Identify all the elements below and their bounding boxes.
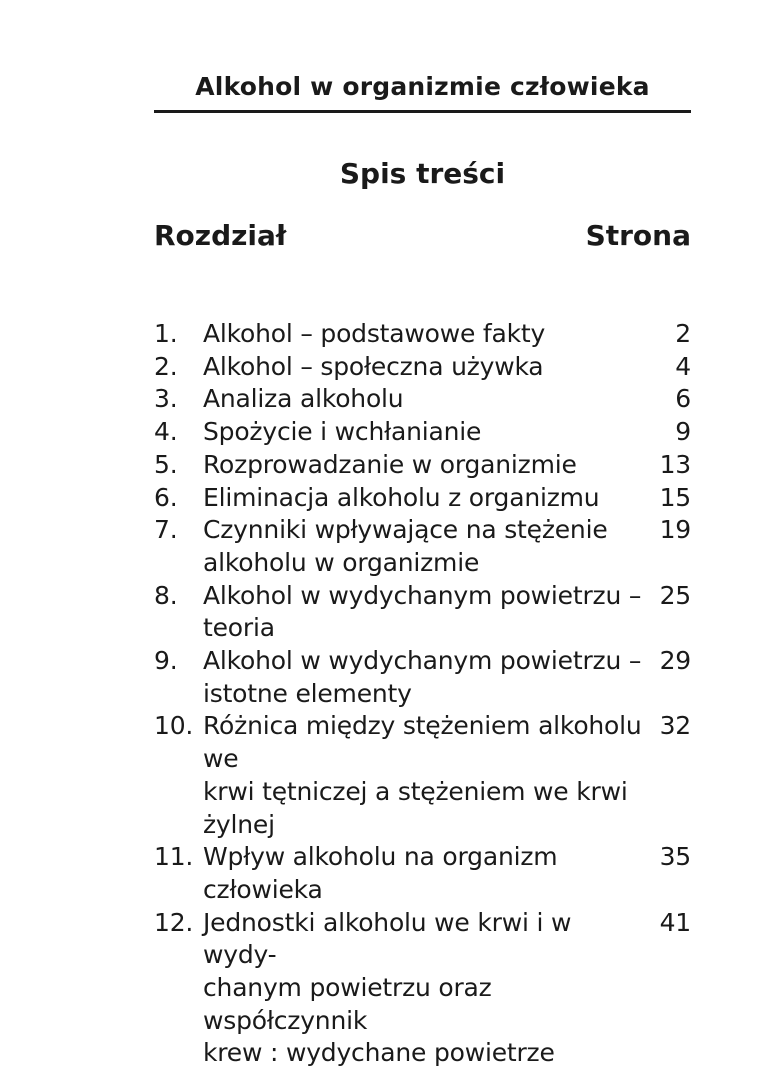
toc-entry-number: 6. xyxy=(154,482,178,512)
chapter-column-header: Rozdział xyxy=(154,219,287,252)
toc-entry-title: Alkohol – podstawowe fakty xyxy=(203,319,546,348)
toc-entry xyxy=(154,449,691,482)
toc-entry-page: 41 xyxy=(659,907,691,937)
toc-entry xyxy=(154,318,691,351)
toc-entry-title: Czynniki wpływające na stężenie alkoholu w organizmie xyxy=(203,515,608,577)
toc-entry xyxy=(154,514,691,579)
toc-entry-number: 12. xyxy=(154,907,194,937)
toc-entry-number: 4. xyxy=(154,417,178,447)
header-rule xyxy=(154,110,691,113)
toc-entry-number: 2. xyxy=(154,351,178,381)
toc-entry-number: 5. xyxy=(154,449,178,479)
toc-entry-title: Wpływ alkoholu na organizm człowieka xyxy=(203,842,558,904)
toc-entry-page: 29 xyxy=(659,646,691,676)
toc-entry xyxy=(154,351,691,384)
toc-entry-title: Alkohol w wydychanym powietrzu – istotne elementy xyxy=(203,646,642,708)
toc-entry-title: Alkohol – społeczna używka xyxy=(203,351,544,381)
toc-entry-page: 15 xyxy=(659,482,691,512)
toc-entry xyxy=(154,645,691,710)
toc-entry-number: 3. xyxy=(154,384,178,414)
running-head: Alkohol w organizmie człowieka xyxy=(195,72,650,101)
toc-entry xyxy=(154,482,691,515)
toc-entry-page: 19 xyxy=(659,515,691,545)
toc-entry-title: Różnica między stężeniem alkoholu we krwi tętniczej a stężeniem we krwi żylnej xyxy=(203,711,642,839)
toc-entry-title: Jednostki alkoholu we krwi i w wydy- chanym powietrzu oraz współczynnik krew : wydychane powietrze xyxy=(203,907,572,1068)
toc-entry-page: 6 xyxy=(675,384,691,414)
toc-entry-number: 7. xyxy=(154,515,178,545)
toc-entry-number: 10. xyxy=(154,711,194,741)
toc-list xyxy=(154,318,691,1070)
toc-entry-number: 8. xyxy=(154,580,178,610)
toc-entry xyxy=(154,383,691,416)
page-column-header: Strona xyxy=(585,219,691,252)
toc-entry-page: 9 xyxy=(675,417,691,447)
toc-entry-page: 35 xyxy=(659,842,691,872)
toc-entry-number: 11. xyxy=(154,842,194,872)
toc-entry-title: Spożycie i wchłanianie xyxy=(203,417,482,447)
toc-entry xyxy=(154,907,691,1070)
toc-entry xyxy=(154,710,691,841)
toc-entry-number: 9. xyxy=(154,646,178,676)
toc-entry-page: 13 xyxy=(659,449,691,479)
toc-entry-title: Analiza alkoholu xyxy=(203,384,404,414)
toc-entry-page: 4 xyxy=(675,351,691,381)
toc-entry xyxy=(154,841,691,906)
toc-entry-number: 1. xyxy=(154,319,178,348)
toc-entry-title: Rozprowadzanie w organizmie xyxy=(203,449,577,479)
toc-entry-page: 2 xyxy=(675,319,691,348)
toc-entry-title: Alkohol w wydychanym powietrzu – teoria xyxy=(203,580,642,643)
toc-entry-title: Eliminacja alkoholu z organizmu xyxy=(203,482,600,512)
toc-title: Spis treści xyxy=(339,157,506,190)
toc-entry-page: 25 xyxy=(659,580,691,610)
toc-entry xyxy=(154,416,691,449)
toc-entry xyxy=(154,580,691,645)
toc-entry-page: 32 xyxy=(659,711,691,741)
